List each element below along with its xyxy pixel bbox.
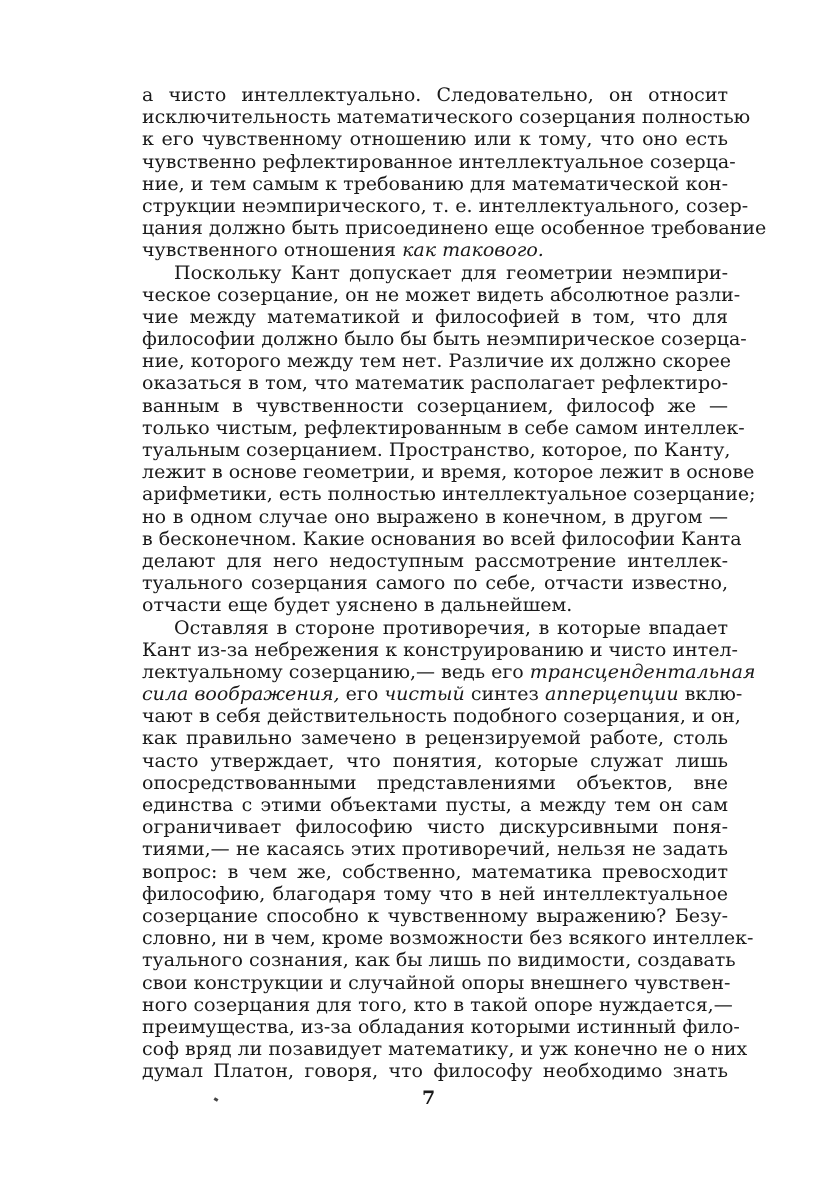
text-line: струкции неэмпирического, т. е. интеллектуального, созер- xyxy=(142,194,749,217)
text-line: Поскольку Кант допускает для геометрии неэмпири- xyxy=(174,261,728,284)
text-line: отчасти еще будет уяснено в дальнейшем. xyxy=(142,594,573,617)
text-line: философию, благодаря тому что в ней интеллектуальное xyxy=(142,882,728,905)
body-text xyxy=(142,84,767,1083)
text-fragment: лектуальному созерцанию,— ведь его xyxy=(142,660,524,683)
text-line xyxy=(142,683,743,706)
text-line: в бесконечном. Какие основания во всей философии Канта xyxy=(142,527,742,550)
text-fragment: синтез xyxy=(470,683,539,706)
text-line: ческое созерцание, он не может видеть абсолютное разли- xyxy=(142,283,741,306)
text-line: свои конструкции и случайной опоры внешнего чувствен- xyxy=(142,971,731,994)
text-line xyxy=(142,660,756,683)
text-line: а чисто интеллектуально. Следовательно, он относит xyxy=(142,84,728,106)
text-line: преимущества, из-за обладания которыми истинный фило- xyxy=(142,1015,740,1038)
text-line: делают для него недоступным рассмотрение интеллек- xyxy=(142,549,728,572)
text-line: цания должно быть присоединено еще особенное требование xyxy=(142,217,767,240)
text-line: лежит в основе геометрии, и время, которое лежит в основе xyxy=(142,461,755,484)
text-line: Кант из-за небрежения к конструированию и чисто интел- xyxy=(142,638,738,661)
text-line: чают в себя действительность подобного созерцания, и он, xyxy=(142,705,741,728)
text-line: только чистым, рефлектированным в себе самом интеллек- xyxy=(142,416,745,439)
text-fragment: чувственного отношения xyxy=(142,239,397,262)
text-line: вопрос: в чем же, собственно, математика превосходит xyxy=(142,860,728,883)
text-fragment: его xyxy=(345,683,379,706)
italic-phrase: как такового. xyxy=(402,239,544,262)
italic-phrase: чистый xyxy=(384,683,465,706)
text-line: соф вряд ли позавидует математику, и уж конечно не о них xyxy=(142,1038,748,1061)
italic-phrase: трансцендентальная xyxy=(529,660,756,683)
text-line: ного созерцания для того, кто в такой опоре нуждается,— xyxy=(142,993,733,1016)
scan-speck xyxy=(214,1097,219,1102)
page-number: 7 xyxy=(422,1087,436,1109)
text-line: думал Платон, говоря, что философу необходимо знать xyxy=(142,1060,728,1083)
text-line: словно, ни в чем, кроме возможности без всякого интеллек- xyxy=(142,927,754,950)
text-line: созерцание способно к чувственному выражению? Безу- xyxy=(142,904,728,927)
italic-phrase: апперцепции xyxy=(544,683,679,706)
text-line: Оставляя в стороне противоречия, в которые впадает xyxy=(174,616,728,639)
text-line: к его чувственному отношению или к тому, что оно есть xyxy=(142,128,728,151)
text-line: туального сознания, как бы лишь по видимости, создавать xyxy=(142,949,736,972)
text-line: ограничивает философию чисто дискурсивными поня- xyxy=(142,816,728,839)
text-line: чувственно рефлектированное интеллектуальное созерца- xyxy=(142,150,736,173)
text-line: философии должно было бы быть неэмпирическое созерца- xyxy=(142,328,747,351)
text-line: оказаться в том, что математик располагает рефлектиро- xyxy=(142,372,728,395)
text-line: но в одном случае оно выражено в конечном, в другом — xyxy=(142,505,728,528)
text-line: опосредствованными представлениями объектов, вне xyxy=(142,771,728,794)
text-line xyxy=(142,239,728,261)
text-line: ние, которого между тем нет. Различие их должно скорее xyxy=(142,350,732,373)
text-line: чие между математикой и философией в том, что для xyxy=(142,305,728,328)
text-line: тиями,— не касаясь этих противоречий, нельзя не задать xyxy=(142,838,728,861)
text-line: единства с этими объектами пусты, а между тем он сам xyxy=(142,794,728,816)
text-line: ванным в чувственности созерцанием, философ же — xyxy=(142,394,728,417)
text-line: часто утверждает, что понятия, которые служат лишь xyxy=(142,749,728,772)
text-line: ние, и тем самым к требованию для математической кон- xyxy=(142,172,728,195)
text-line: исключительность математического созерцания полностью xyxy=(142,106,751,129)
text-line: туального созерцания самого по себе, отчасти известно, xyxy=(142,572,728,595)
italic-phrase: сила воображения, xyxy=(142,683,340,706)
text-line: как правильно замечено в рецензируемой работе, столь xyxy=(142,727,728,750)
text-line: туальным созерцанием. Пространство, которое, по Канту, xyxy=(142,439,731,461)
text-fragment: вклю- xyxy=(684,683,743,706)
text-line: арифметики, есть полностью интеллектуальное созерцание; xyxy=(142,483,756,506)
